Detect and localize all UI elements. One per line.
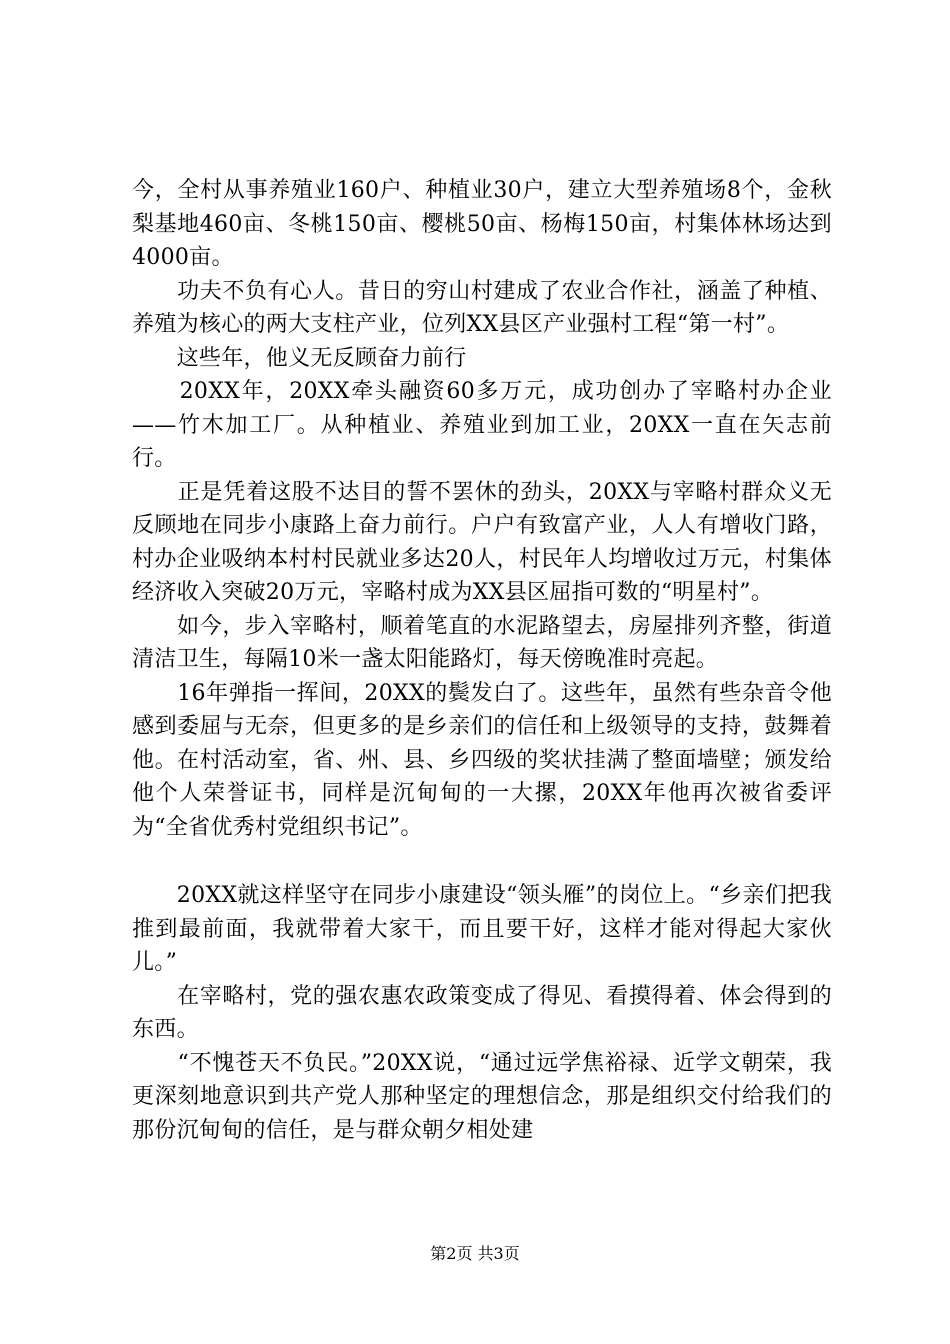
- paragraph-7: 20XX就这样坚守在同步小康建设“领头雁”的岗位上。“乡亲们把我推到最前面，我就带着大家干，而且要干好，这样才能对得起大家伙儿。”: [132, 883, 832, 975]
- section-heading: 这些年，他义无反顾奋力前行: [132, 345, 467, 371]
- paragraph-2: 功夫不负有心人。昔日的穷山村建成了农业合作社，涵盖了种植、养殖为核心的两大支柱产业，位列XX县区产业强村工程“第一村”。: [132, 278, 832, 337]
- page-number-footer: 第2页 共3页: [430, 1244, 520, 1263]
- paragraph-5: 如今，步入宰略村，顺着笔直的水泥路望去，房屋排列齐整，街道清洁卫生，每隔10米一盏太阳能路灯，每天傍晚准时亮起。: [132, 613, 832, 672]
- document-body: [132, 174, 832, 1147]
- paragraph-8: 在宰略村，党的强农惠农政策变成了得见、看摸得着、体会得到的东西。: [132, 983, 832, 1042]
- paragraph-6: 16年弹指一挥间，20XX的鬓发白了。这些年，虽然有些杂音令他感到委屈与无奈，但更多的是乡亲们的信任和上级领导的支持，鼓舞着他。在村活动室，省、州、县、乡四级的奖状挂满了整面墙壁；颁发给他个人荣誉证书，同样是沉甸甸的一大摞，20XX年他再次被省委评为“全省优秀村党组织书记”。: [132, 680, 832, 840]
- paragraph-spacer: [132, 844, 832, 879]
- paragraph-1: 今，全村从事养殖业160户、种植业30户，建立大型养殖场8个，金秋梨基地460亩、冬桃150亩、樱桃50亩、杨梅150亩，村集体林场达到4000亩。: [132, 178, 832, 270]
- paragraph-9: “不愧苍天不负民。”20XX说，“通过远学焦裕禄、近学文朝荣，我更深刻地意识到共产党人那种坚定的理想信念，那是组织交付给我们的那份沉甸甸的信任，是与群众朝夕相处建: [132, 1050, 832, 1143]
- paragraph-4: 正是凭着这股不达目的誓不罢休的劲头，20XX与宰略村群众义无反顾地在同步小康路上奋力前行。户户有致富产业，人人有增收门路，村办企业吸纳本村村民就业多达20人，村民年人均增收过万元，村集体经济收入突破20万元，宰略村成为XX县区屈指可数的“明星村”。: [132, 479, 832, 605]
- paragraph-3: 20XX年，20XX牵头融资60多万元，成功创办了宰略村办企业——竹木加工厂。从种植业、养殖业到加工业，20XX一直在矢志前行。: [132, 379, 832, 471]
